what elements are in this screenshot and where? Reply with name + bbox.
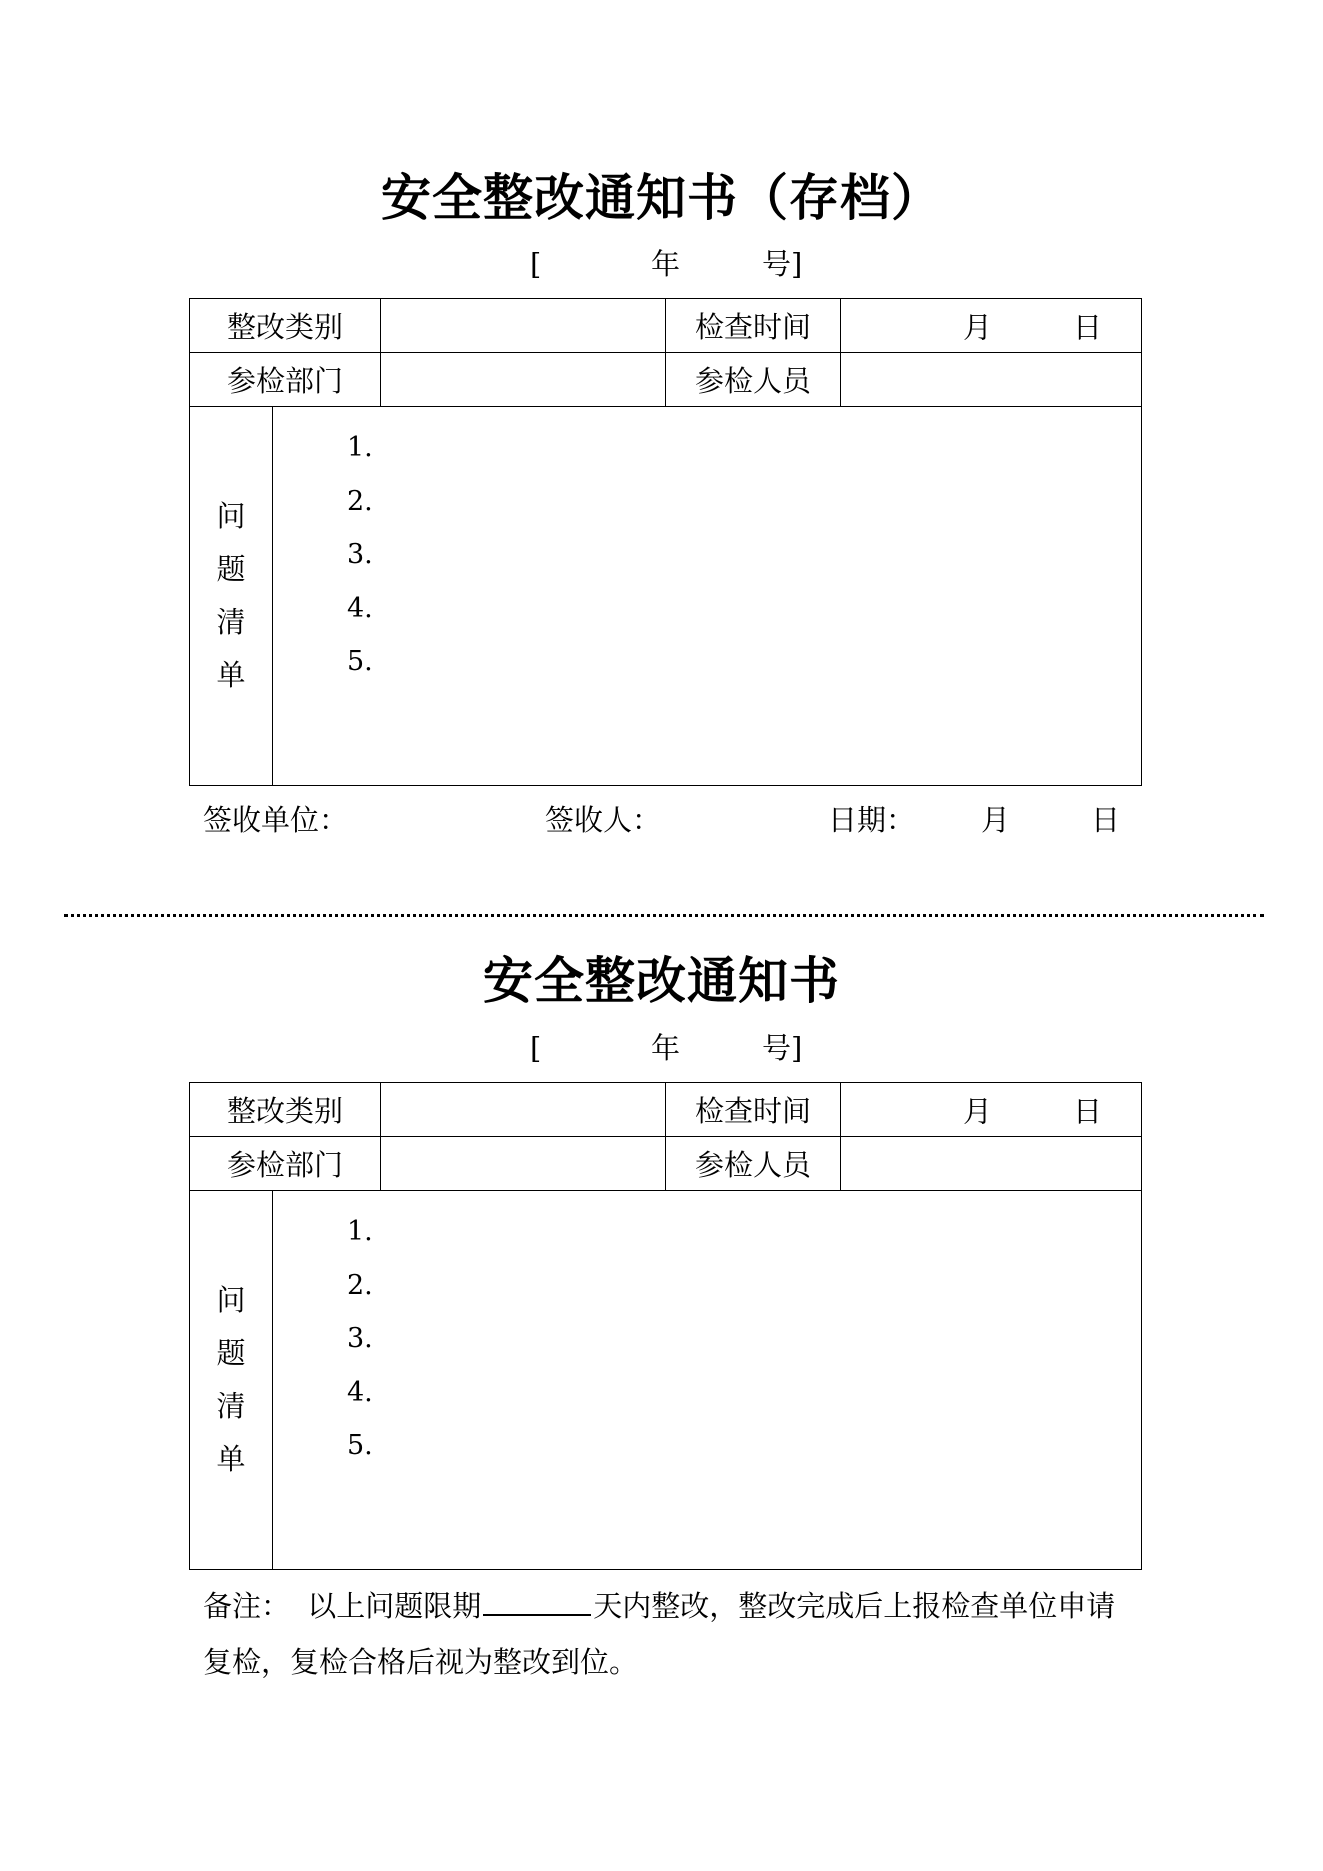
dept-field[interactable]: [381, 1137, 666, 1191]
issues-list-cell[interactable]: [273, 407, 1142, 786]
category-field[interactable]: [381, 1083, 666, 1137]
category-field[interactable]: [381, 299, 666, 353]
doc-number-open: [: [530, 247, 542, 281]
issues-label-cell: [190, 1191, 273, 1570]
sign-day-label: 日: [1091, 803, 1121, 837]
category-label: 整改类别: [190, 1083, 381, 1137]
issue-item: 4.: [347, 1376, 373, 1408]
day-label: 日: [1073, 1094, 1103, 1128]
check-time-label: 检查时间: [666, 1083, 841, 1137]
staff-field[interactable]: [841, 353, 1142, 407]
archive-sign-line: [203, 800, 1143, 840]
issue-item: 2.: [347, 485, 373, 517]
dept-label: 参检部门: [190, 353, 381, 407]
dept-field[interactable]: [381, 353, 666, 407]
check-time-label: 检查时间: [666, 299, 841, 353]
issue-item: 2.: [347, 1269, 373, 1301]
issue-item: 4.: [347, 592, 373, 624]
check-time-field[interactable]: [841, 1083, 1142, 1137]
issue-item: 5.: [347, 646, 373, 677]
remarks-prefix: 备注：: [203, 1589, 291, 1623]
dept-label: 参检部门: [190, 1137, 381, 1191]
issues-label: 问题清单: [216, 499, 246, 692]
sign-unit-label: 签收单位：: [203, 803, 349, 837]
issues-label: 问题清单: [216, 1283, 246, 1476]
doc-number-open: [: [530, 1031, 542, 1065]
issue-item: 3.: [347, 539, 373, 570]
staff-label: 参检人员: [666, 353, 841, 407]
archive-title: 安全整改通知书（存档）: [381, 169, 942, 227]
remarks-text-part2: 天内整改，整改完成后上报检查单位申请复检，复检合格后视为整改到位。: [203, 1589, 1116, 1679]
category-label: 整改类别: [190, 299, 381, 353]
day-label: 日: [1073, 310, 1103, 344]
issues-list: [347, 421, 373, 689]
issue-item: 5.: [347, 1430, 373, 1461]
check-time-field[interactable]: [841, 299, 1142, 353]
doc-number-year: 年: [651, 1031, 681, 1065]
month-label: 月: [963, 310, 993, 344]
deadline-days-blank[interactable]: [483, 1584, 591, 1616]
remarks-note: [203, 1578, 1143, 1690]
notice-form-table: [189, 1082, 1142, 1570]
sign-month-label: 月: [981, 803, 1011, 837]
issue-item: 3.: [347, 1323, 373, 1354]
staff-field[interactable]: [841, 1137, 1142, 1191]
notice-title: 安全整改通知书: [483, 952, 840, 1010]
sign-date-label: 日期：: [828, 803, 916, 837]
cut-line-divider: [64, 914, 1264, 917]
sign-person-label: 签收人：: [545, 803, 662, 837]
doc-number-close: 号]: [762, 1031, 803, 1065]
remarks-text-part1: 以上问题限期: [307, 1589, 482, 1623]
issues-list: [347, 1205, 373, 1473]
month-label: 月: [963, 1094, 993, 1128]
archive-form-table: [189, 298, 1142, 786]
doc-number-year: 年: [651, 247, 681, 281]
issue-item: 1.: [347, 1216, 373, 1247]
staff-label: 参检人员: [666, 1137, 841, 1191]
doc-number-close: 号]: [762, 247, 803, 281]
issues-list-cell[interactable]: [273, 1191, 1142, 1570]
issue-item: 1.: [347, 432, 373, 463]
issues-label-cell: [190, 407, 273, 786]
